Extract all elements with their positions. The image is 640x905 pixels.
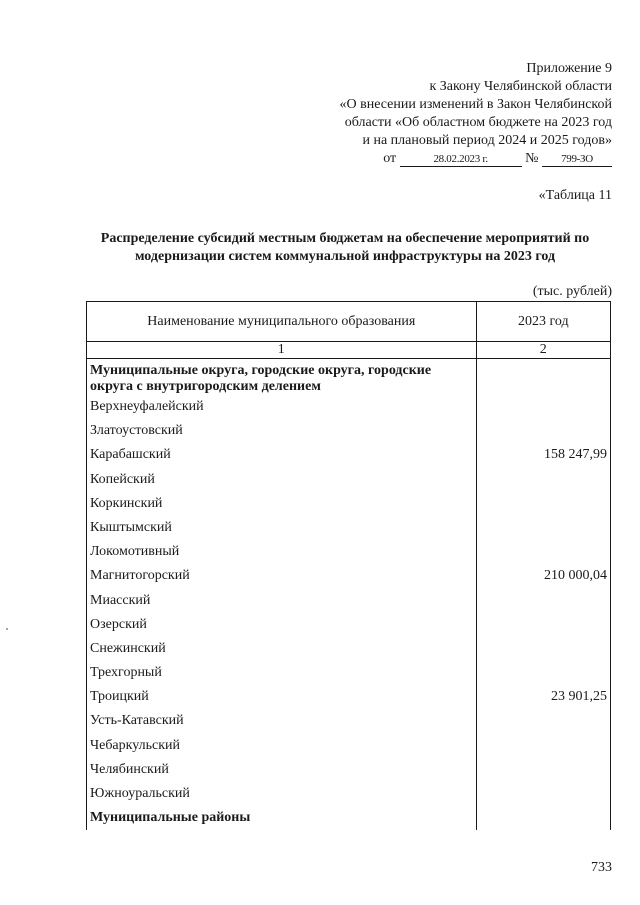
header-line: и на плановый период 2024 и 2025 годов»	[362, 133, 612, 148]
municipality-name: Миасский	[90, 592, 151, 608]
law-date-line	[292, 150, 612, 168]
subsidy-value: 158 247,99	[544, 447, 607, 463]
subsidy-value	[480, 492, 607, 516]
subsidy-value	[480, 709, 607, 733]
column-header-year: 2023 год	[476, 302, 610, 342]
subsidy-table	[86, 301, 611, 830]
municipality-name: Трехгорный	[90, 665, 162, 681]
subsidy-value	[480, 661, 607, 685]
municipality-name: Усть-Катавский	[90, 713, 184, 729]
scan-speck	[6, 628, 8, 630]
municipality-name: Челябинский	[90, 761, 169, 777]
subsidy-value	[480, 540, 607, 564]
number-prefix: №	[525, 151, 539, 166]
table-body-row	[87, 359, 611, 831]
values-column	[476, 359, 610, 831]
law-number: 799-ЗО	[542, 152, 612, 167]
page-number: 733	[591, 860, 612, 875]
header-line: Приложение 9	[526, 61, 612, 76]
subsidy-value: 23 901,25	[551, 689, 607, 705]
subsidy-value	[480, 734, 607, 758]
law-date: 28.02.2023 г.	[400, 152, 522, 167]
municipality-name: Кыштымский	[90, 519, 172, 535]
subsidy-value	[480, 468, 607, 492]
subsidy-value	[480, 758, 607, 782]
municipality-name: Магнитогорский	[90, 568, 190, 584]
subsidy-value	[480, 782, 607, 806]
group-title: Муниципальные округа, городские округа, городские округа с внутригородским делением	[90, 363, 432, 394]
column-number: 2	[476, 342, 610, 359]
municipality-list	[90, 395, 473, 806]
subsidy-value	[480, 516, 607, 540]
appendix-header	[292, 60, 612, 168]
header-line: области «Об областном бюджете на 2023 год	[344, 115, 612, 130]
column-header-name: Наименование муниципального образования	[87, 302, 477, 342]
subsidy-value	[480, 613, 607, 637]
municipality-name: Чебаркульский	[90, 737, 181, 753]
subsidy-value	[480, 419, 607, 443]
header-line: к Закону Челябинской области	[429, 79, 612, 94]
units-label: (тыс. рублей)	[532, 284, 612, 299]
group-title-spacer	[480, 363, 607, 395]
header-line: «О внесении изменений в Закон Челябинской	[339, 97, 612, 112]
municipality-name: Коркинский	[90, 495, 163, 511]
subsidy-value	[480, 395, 607, 419]
column-number: 1	[87, 342, 477, 359]
municipality-name: Верхнеуфалейский	[90, 399, 204, 414]
municipality-name: Карабашский	[90, 447, 171, 463]
municipality-name: Локомотивный	[90, 544, 180, 560]
table-label: «Таблица 11	[538, 188, 612, 203]
subsidy-value: 210 000,04	[544, 568, 607, 584]
municipality-name: Троицкий	[90, 689, 149, 705]
table-header-row	[87, 302, 611, 342]
municipality-name: Снежинский	[90, 640, 166, 656]
municipality-name: Златоустовский	[90, 423, 183, 439]
date-prefix: от	[383, 151, 397, 166]
group-title: Муниципальные районы	[90, 810, 251, 826]
column-number-row	[87, 342, 611, 359]
value-list	[480, 395, 607, 806]
names-column	[87, 359, 477, 831]
document-title: Распределение субсидий местным бюджетам на обеспечение мероприятий по модернизации систем коммунальной инфраструктуры на 2023 год	[100, 231, 590, 264]
subsidy-value	[480, 637, 607, 661]
municipality-name: Озерский	[90, 616, 147, 632]
subsidy-value	[480, 589, 607, 613]
municipality-name: Копейский	[90, 471, 155, 487]
municipality-name: Южноуральский	[90, 786, 190, 801]
